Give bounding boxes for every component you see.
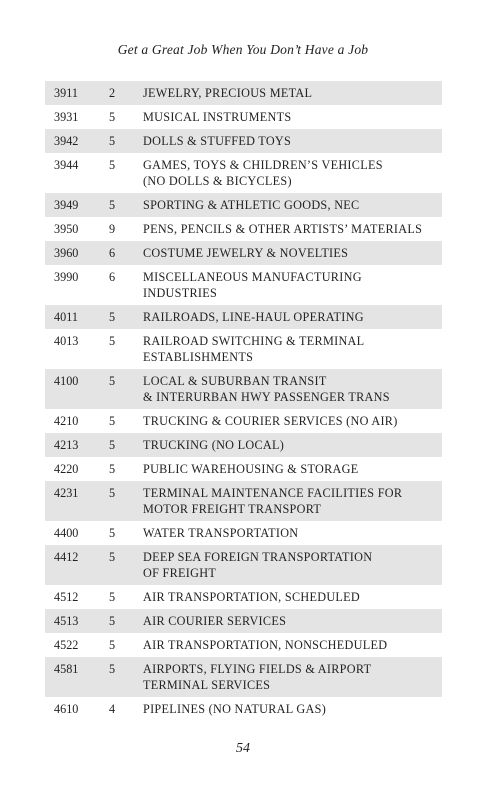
table-row — [45, 697, 442, 721]
industry-description — [143, 329, 442, 369]
sic-code: 4581 — [45, 657, 109, 697]
sic-code: 3931 — [54, 110, 79, 124]
sic-code: 4400 — [54, 526, 79, 540]
table-row — [45, 633, 442, 657]
sic-code: 3990 — [54, 270, 79, 284]
sic-code: 4013 — [54, 334, 79, 348]
count-value: 5 — [109, 657, 143, 697]
industry-description — [143, 409, 442, 433]
description-line: AIR TRANSPORTATION, SCHEDULED — [143, 590, 361, 604]
sic-code: 4522 — [54, 638, 79, 652]
sic-code: 3944 — [54, 158, 79, 172]
sic-code: 4610 — [54, 702, 79, 716]
count-value: 5 — [109, 110, 116, 124]
description-line: WATER TRANSPORTATION — [143, 526, 299, 540]
industry-description — [143, 545, 442, 585]
sic-code: 4213 — [45, 433, 109, 457]
description-line: GAMES, TOYS & CHILDREN’S VEHICLES — [143, 158, 383, 172]
count-value: 5 — [109, 638, 116, 652]
sic-code: 4220 — [54, 462, 79, 476]
description-line: RAILROADS, LINE-HAUL OPERATING — [143, 310, 364, 324]
count-value: 5 — [109, 369, 143, 409]
count-value: 5 — [109, 545, 143, 585]
count-value: 5 — [109, 481, 143, 521]
description-line: TERMINAL MAINTENANCE FACILITIES FOR — [143, 486, 403, 500]
description-line: PIPELINES (NO NATURAL GAS) — [143, 702, 327, 716]
industry-description — [143, 369, 442, 409]
sic-code: 4210 — [54, 414, 79, 428]
industry-description — [143, 657, 442, 697]
table-row — [45, 81, 442, 105]
description-line: LOCAL & SUBURBAN TRANSIT — [143, 374, 327, 388]
description-line: (NO DOLLS & BICYCLES) — [143, 174, 292, 188]
description-line: JEWELRY, PRECIOUS METAL — [143, 86, 313, 100]
count-value: 5 — [109, 526, 116, 540]
industry-description — [143, 81, 442, 105]
sic-code: 4512 — [54, 590, 79, 604]
industry-description — [143, 633, 442, 657]
table-row — [45, 545, 442, 585]
count-value: 5 — [109, 590, 116, 604]
count-value: 5 — [109, 193, 143, 217]
count-value: 6 — [109, 270, 116, 284]
description-line: & INTERURBAN HWY PASSENGER TRANS — [143, 390, 390, 404]
count-value: 5 — [109, 129, 143, 153]
sic-code: 4100 — [45, 369, 109, 409]
industry-description — [143, 697, 442, 721]
sic-code: 3960 — [45, 241, 109, 265]
sic-code: 3942 — [45, 129, 109, 153]
description-line: AIRPORTS, FLYING FIELDS & AIRPORT — [143, 662, 372, 676]
description-line: DOLLS & STUFFED TOYS — [143, 134, 292, 148]
description-line: TRUCKING (NO LOCAL) — [143, 438, 285, 452]
sic-table-body — [45, 81, 442, 721]
table-row — [45, 409, 442, 433]
industry-description — [143, 217, 442, 241]
industry-description — [143, 481, 442, 521]
description-line: COSTUME JEWELRY & NOVELTIES — [143, 246, 349, 260]
description-line: AIR COURIER SERVICES — [143, 614, 287, 628]
sic-code: 3949 — [45, 193, 109, 217]
sic-code: 4412 — [45, 545, 109, 585]
description-line: RAILROAD SWITCHING & TERMINAL — [143, 334, 365, 348]
count-value: 5 — [109, 433, 143, 457]
sic-code: 4231 — [45, 481, 109, 521]
industry-description — [143, 521, 442, 545]
description-line: MUSICAL INSTRUMENTS — [143, 110, 292, 124]
industry-description — [143, 265, 442, 305]
description-line: OF FREIGHT — [143, 566, 217, 580]
description-line: PENS, PENCILS & OTHER ARTISTS’ MATERIALS — [143, 222, 423, 236]
table-row — [45, 433, 442, 457]
table-row — [45, 457, 442, 481]
description-line: PUBLIC WAREHOUSING & STORAGE — [143, 462, 359, 476]
table-row — [45, 481, 442, 521]
count-value: 5 — [109, 462, 116, 476]
table-row — [45, 129, 442, 153]
industry-description — [143, 609, 442, 633]
table-row — [45, 329, 442, 369]
table-row — [45, 369, 442, 409]
table-row — [45, 657, 442, 697]
industry-description — [143, 585, 442, 609]
industry-description — [143, 193, 442, 217]
table-row — [45, 609, 442, 633]
description-line: ESTABLISHMENTS — [143, 350, 254, 364]
table-row — [45, 193, 442, 217]
table-row — [45, 305, 442, 329]
description-line: TERMINAL SERVICES — [143, 678, 271, 692]
sic-code: 3911 — [45, 81, 109, 105]
industry-description — [143, 457, 442, 481]
description-line: MOTOR FREIGHT TRANSPORT — [143, 502, 322, 516]
count-value: 9 — [109, 222, 116, 236]
table-row — [45, 241, 442, 265]
table-row — [45, 217, 442, 241]
count-value: 5 — [109, 158, 116, 172]
count-value: 5 — [109, 414, 116, 428]
count-value: 5 — [109, 305, 143, 329]
industry-description — [143, 433, 442, 457]
count-value: 4 — [109, 702, 116, 716]
count-value: 5 — [109, 334, 116, 348]
industry-description — [143, 129, 442, 153]
industry-description — [143, 241, 442, 265]
sic-code: 4011 — [45, 305, 109, 329]
industry-description — [143, 153, 442, 193]
count-value: 2 — [109, 81, 143, 105]
running-head: Get a Great Job When You Don’t Have a Job — [117, 42, 369, 57]
sic-code: 3950 — [54, 222, 79, 236]
table-row — [45, 105, 442, 129]
description-line: INDUSTRIES — [143, 286, 218, 300]
description-line: SPORTING & ATHLETIC GOODS, NEC — [143, 198, 360, 212]
page-number: 54 — [236, 741, 250, 756]
description-line: AIR TRANSPORTATION, NONSCHEDULED — [143, 638, 388, 652]
sic-code-table — [45, 81, 442, 721]
table-row — [45, 265, 442, 305]
industry-description — [143, 105, 442, 129]
description-line: MISCELLANEOUS MANUFACTURING — [143, 270, 362, 284]
description-line: DEEP SEA FOREIGN TRANSPORTATION — [143, 550, 373, 564]
count-value: 5 — [109, 609, 143, 633]
count-value: 6 — [109, 241, 143, 265]
table-row — [45, 521, 442, 545]
sic-code: 4513 — [45, 609, 109, 633]
industry-description — [143, 305, 442, 329]
table-row — [45, 153, 442, 193]
description-line: TRUCKING & COURIER SERVICES (NO AIR) — [143, 414, 398, 428]
table-row — [45, 585, 442, 609]
